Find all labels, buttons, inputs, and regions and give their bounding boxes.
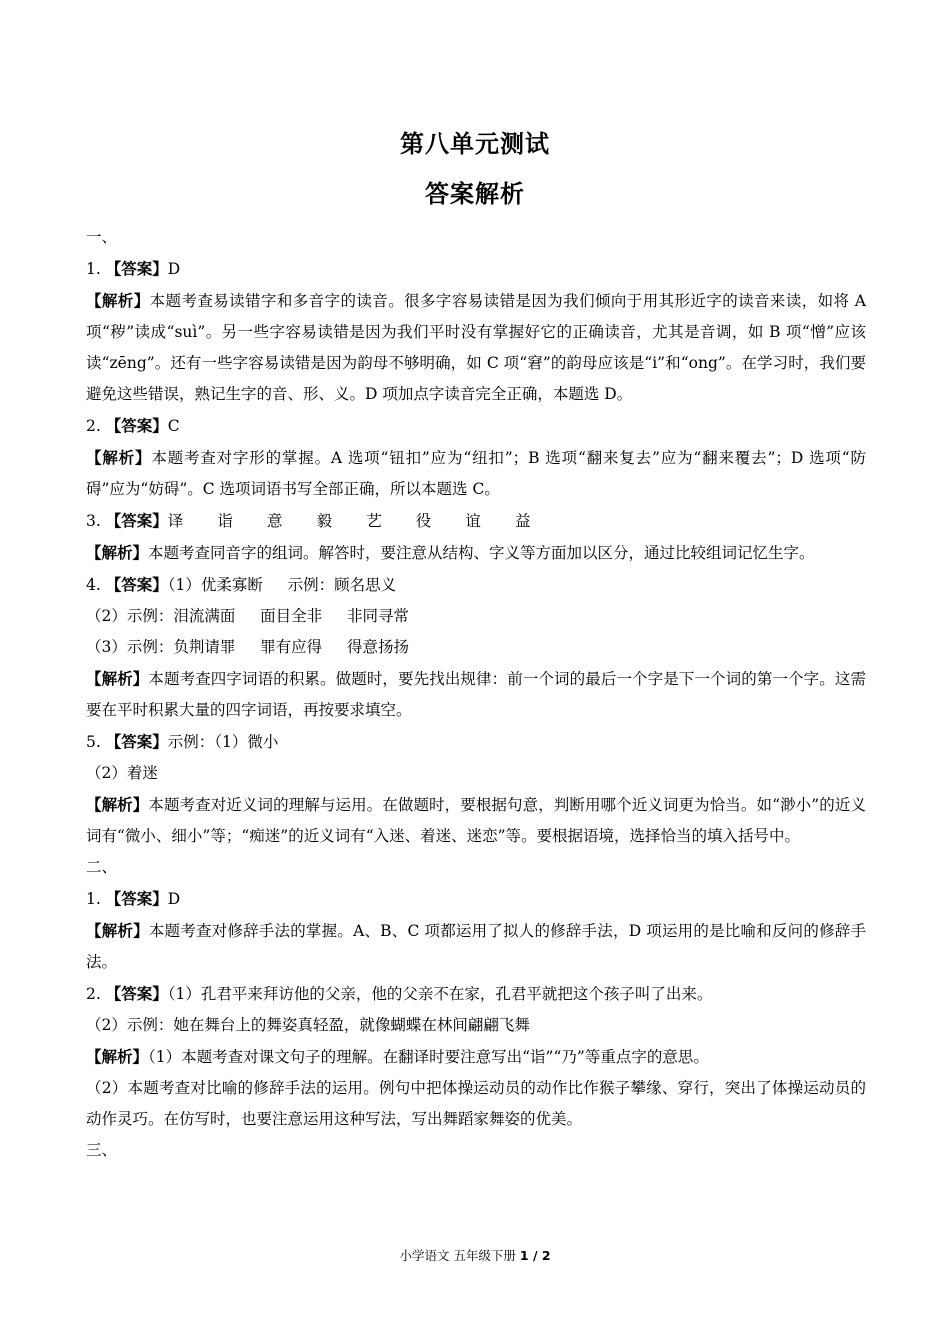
section-heading: 三、 (86, 1141, 118, 1159)
question-answer: 2. 【答案】C (86, 416, 180, 435)
page-subtitle: 答案解析 (425, 180, 525, 208)
answer-content (86, 222, 866, 1166)
question-answer: 1. 【答案】D (86, 889, 181, 908)
question-answer: 2. 【答案】（1）孔君平来拜访他的父亲，他的父亲不在家，孔君平就把这个孩子叫了出来。 (86, 984, 713, 1003)
page-title: 第八单元测试 (400, 130, 550, 158)
page-number: 1 / 2 (519, 1248, 551, 1263)
question-analysis: 【解析】本题考查同音字的组词。解答时，要注意从结构、字义等方面加以区分，通过比较组词记忆生字。 (86, 543, 815, 562)
answer-line: （2）示例：泪流满面 面目全非 非同寻常 (86, 607, 409, 625)
section-heading: 一、 (86, 228, 118, 246)
answer-line: （2）着迷 (86, 764, 158, 782)
answer-line: （3）示例：负荆请罪 罪有应得 得意扬扬 (86, 638, 409, 656)
question-answer: 1. 【答案】D (86, 259, 181, 278)
answer-line: （2）本题考查对比喻的修辞手法的运用。例句中把体操运动员的动作比作猴子攀缘、穿行，突出了体操运动员的动作灵巧。在仿写时，也要注意运用这种写法，写出舞蹈家舞姿的优美。 (86, 1079, 866, 1128)
question-analysis: 【解析】（1）本题考查对课文句子的理解。在翻译时要注意写出“诣”“乃”等重点字的意思。 (86, 1047, 709, 1066)
question-analysis: 【解析】本题考查四字词语的积累。做题时，要先找出规律：前一个词的最后一个字是下一个词的第一个字。这需要在平时积累大量的四字词语，再按要求填空。 (86, 669, 866, 719)
question-answer: 3. 【答案】译 诣 意 毅 艺 役 谊 益 (86, 511, 531, 530)
section-heading: 二、 (86, 858, 118, 876)
answer-line: （2）示例：她在舞台上的舞姿真轻盈，就像蝴蝶在林间翩翩飞舞 (86, 1016, 530, 1034)
question-analysis: 【解析】本题考查对近义词的理解与运用。在做题时，要根据句意，判断用哪个近义词更为恰当。如“渺小”的近义词有“微小、细小”等；“痴迷”的近义词有“入迷、着迷、迷恋”等。要根据语境，选择恰当的填入括号中。 (86, 795, 866, 845)
question-analysis: 【解析】本题考查对修辞手法的掌握。A、B、C 项都运用了拟人的修辞手法，D 项运用的是比喻和反问的修辞手法。 (86, 921, 866, 971)
question-answer: 5. 【答案】示例：（1）微小 (86, 732, 279, 751)
page-footer: 小学语文 五年级下册 1 / 2 (399, 1248, 551, 1263)
question-analysis: 【解析】本题考查对字形的掌握。A 选项“钮扣”应为“纽扣”；B 选项“翻来复去”应为“翻来覆去”；D 选项“防碍”应为“妨碍”。C 选项词语书写全部正确，所以本题选 C。 (86, 448, 866, 498)
question-analysis: 【解析】本题考查易读错字和多音字的读音。很多字容易读错是因为我们倾向于用其形近字的读音来读，如将 A 项“秽”读成“suì”。另一些字容易读错是因为我们平时没有掌握好它的正确读音，尤其是音调，如 B 项“憎”应该读“zēng”。还有一些字容易读错是因为韵母不够明确，如 C 项“窘”的韵母应该是“i”和“ong”。在学习时，我们要避免这些错误，熟记生字的音、形、义。D 项加点字读音完全正确，本题选 D。 (86, 291, 867, 403)
question-answer: 4. 【答案】（1）优柔寡断 示例：顾名思义 (86, 575, 397, 594)
